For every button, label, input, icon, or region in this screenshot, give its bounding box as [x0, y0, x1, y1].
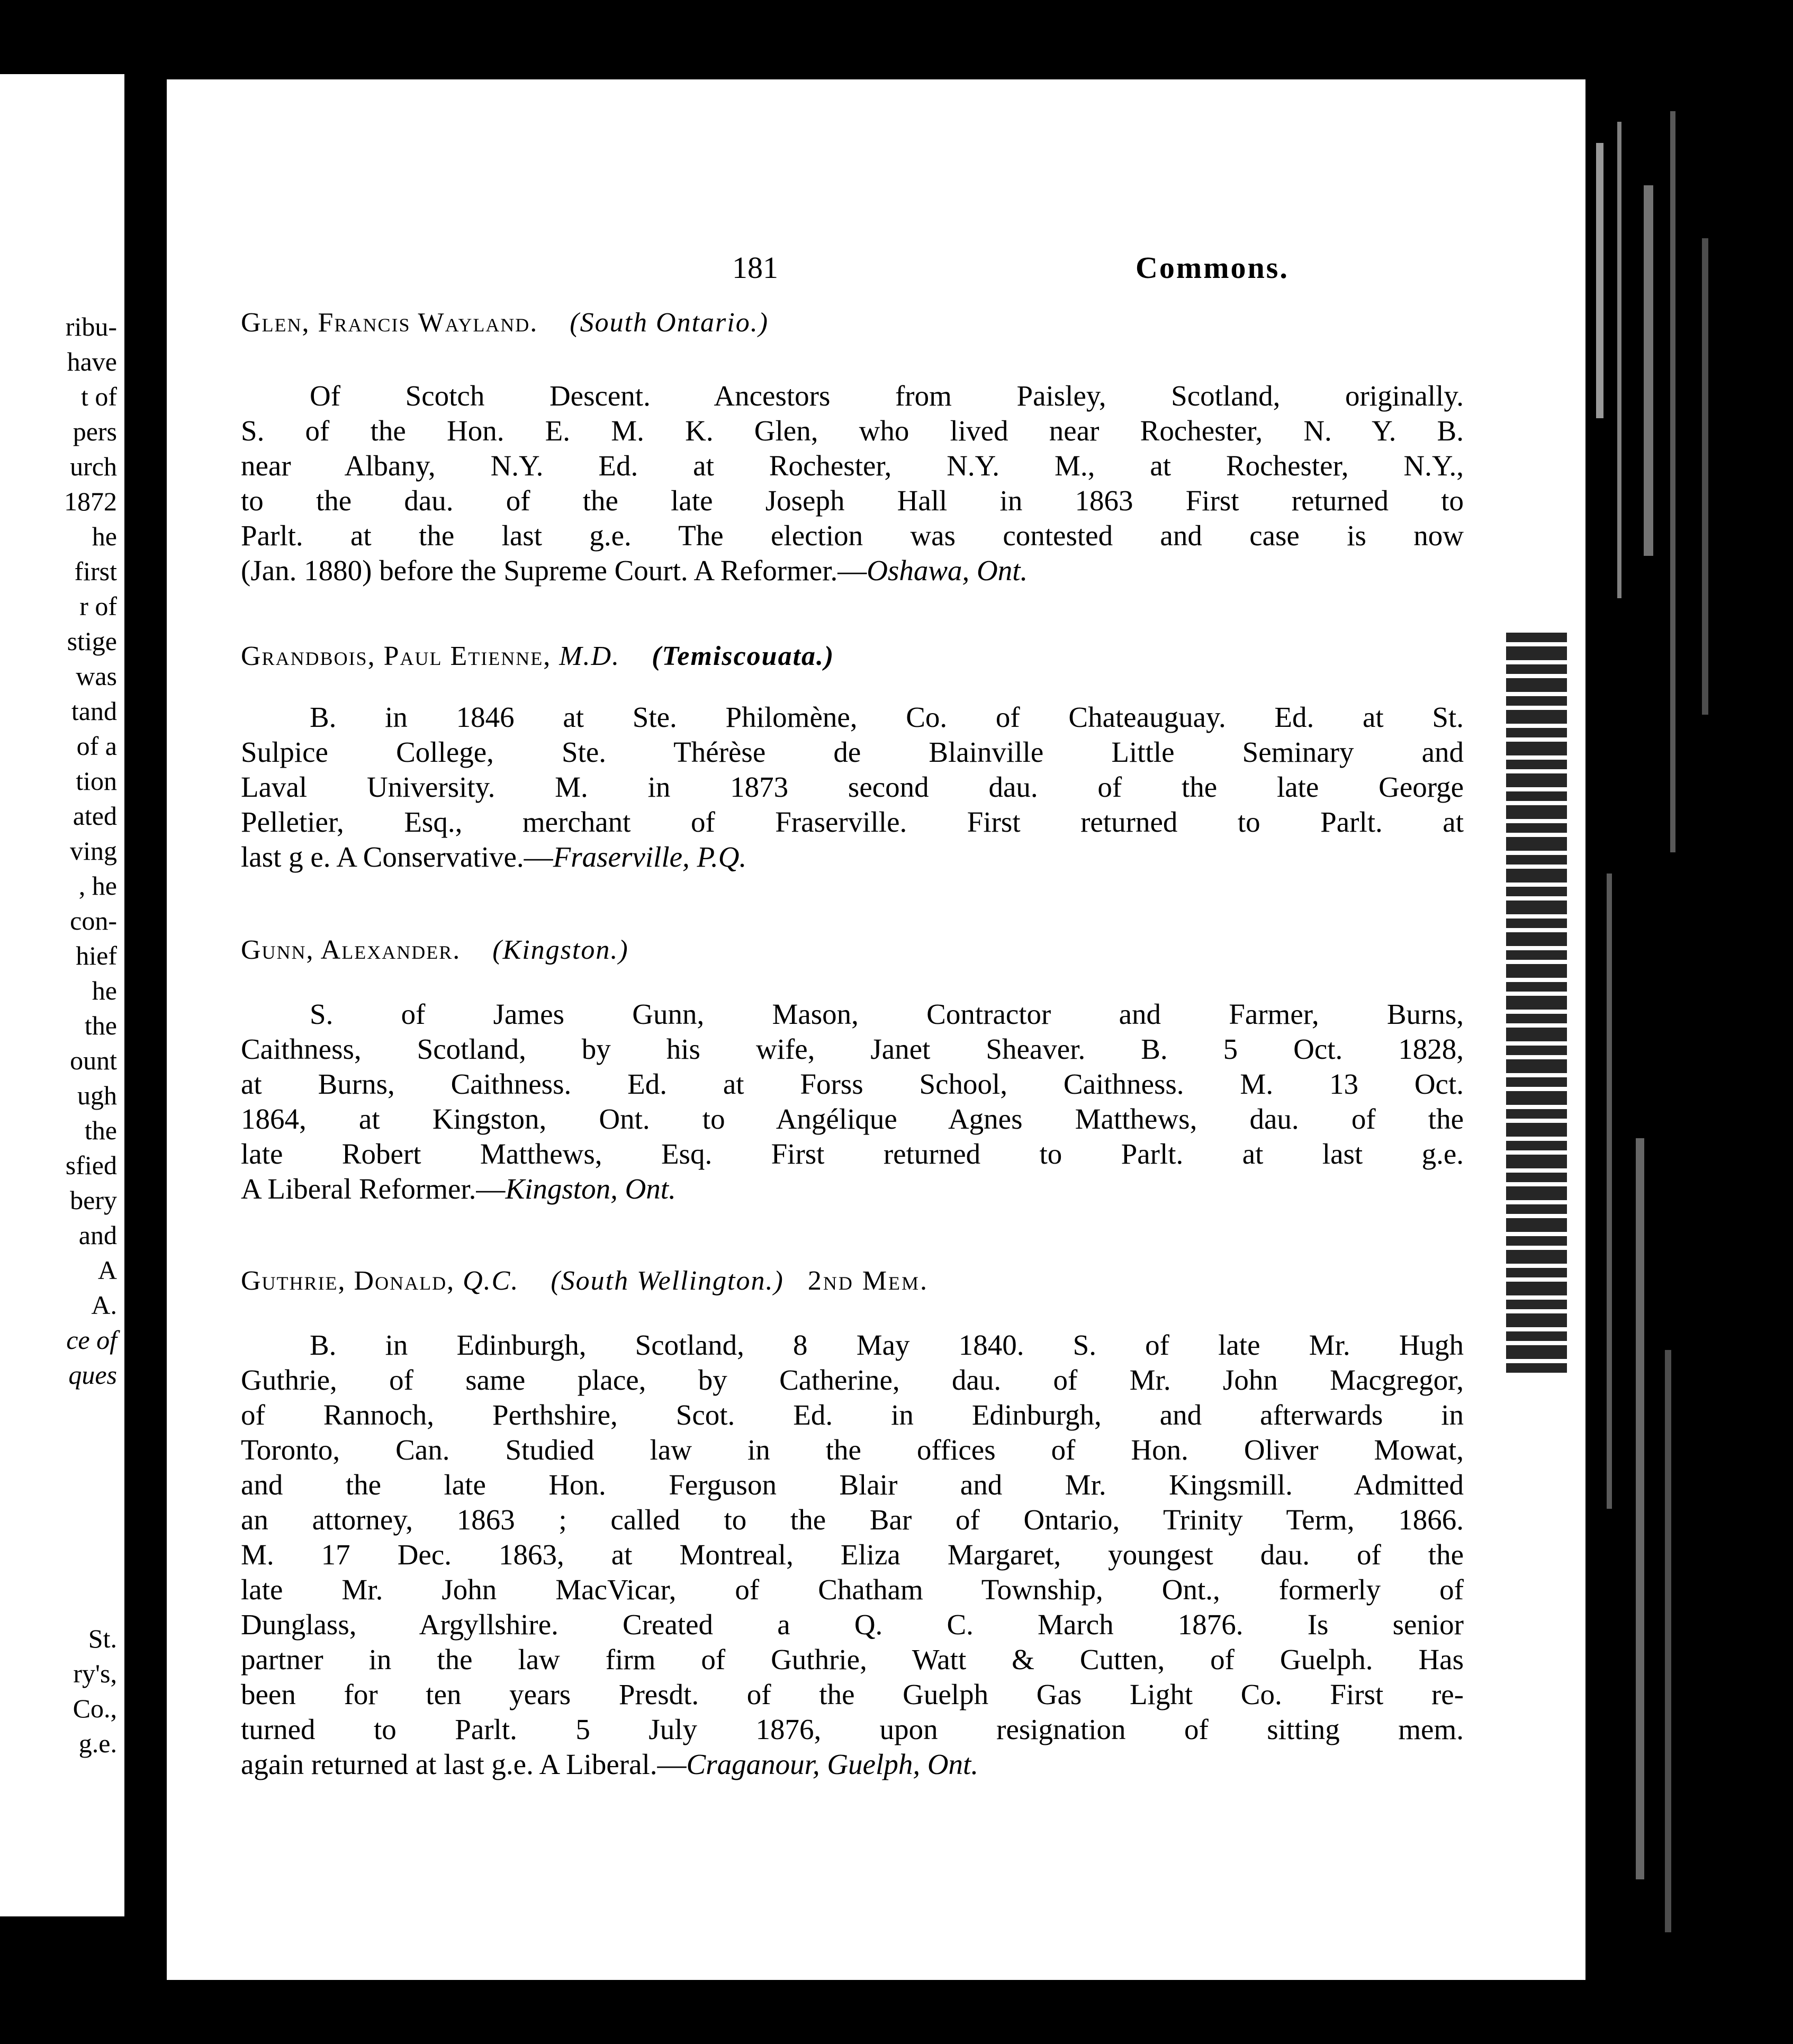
body-line: Parlt. at the last g.e. The election was contested and case is now: [241, 519, 1464, 552]
body-line: been for ten years Presdt. of the Guelph Gas Light Co. First re-: [241, 1678, 1464, 1710]
prev-page-fragment: g.e.: [78, 1728, 117, 1758]
page-number: 181: [732, 250, 778, 285]
book-spine-edge: [1585, 79, 1793, 2038]
constituency: (Kingston.): [492, 935, 629, 965]
prev-page-fragment: ribu-: [65, 312, 117, 341]
prev-page-fragment: ving: [70, 836, 117, 866]
body-line: last g e. A Conservative.—: [241, 841, 553, 873]
prev-page-fragment: r of: [79, 591, 117, 621]
body-line: and the late Hon. Ferguson Blair and Mr. Kingsmill. Admitted: [241, 1469, 1464, 1501]
prev-page-fragment: pers: [73, 417, 117, 446]
prev-page-fragment: ugh: [77, 1080, 117, 1110]
prev-page-fragment: tand: [71, 696, 117, 726]
prev-page-fragment: bery: [70, 1185, 117, 1215]
body-line: (Jan. 1880) before the Supreme Court. A Reformer.—: [241, 554, 867, 587]
body-line: of Rannoch, Perthshire, Scot. Ed. in Edinburgh, and afterwards in: [241, 1399, 1464, 1431]
prev-page-fragment: first: [74, 556, 117, 586]
body-line: 1864, at Kingston, Ont. to Angélique Agnes Matthews, dau. of the: [241, 1103, 1464, 1135]
constituency: (South Wellington.): [551, 1266, 784, 1296]
body-line: S. of the Hon. E. M. K. Glen, who lived near Rochester, N. Y. B.: [241, 415, 1464, 447]
spine-streak: [1607, 874, 1612, 1509]
spine-streak: [1670, 111, 1675, 852]
body-line: Toronto, Can. Studied law in the offices of Hon. Oliver Mowat,: [241, 1434, 1464, 1466]
entry-body: [241, 1328, 1464, 1782]
entry-heading: [241, 934, 629, 966]
body-line-final: [241, 1172, 1464, 1206]
entry-body: [241, 379, 1464, 588]
prev-page-fragment: ce of: [66, 1325, 117, 1355]
entry-body: [241, 700, 1464, 875]
body-line: B. in 1846 at Ste. Philomène, Co. of Chateauguay. Ed. at St.: [310, 701, 1464, 733]
prev-page-fragment: the: [84, 1115, 117, 1145]
book-page: [167, 79, 1585, 1980]
entry-heading: [241, 1265, 929, 1296]
spine-streak: [1636, 1138, 1644, 1879]
body-line: Caithness, Scotland, by his wife, Janet Sheaver. B. 5 Oct. 1828,: [241, 1033, 1464, 1065]
prev-page-fragment: St.: [88, 1624, 117, 1653]
body-line: again returned at last g.e. A Liberal.—: [241, 1748, 687, 1780]
prev-page-fragment: have: [67, 347, 117, 376]
body-line-final: [241, 840, 1464, 875]
residence: Kingston, Ont.: [505, 1173, 676, 1205]
spine-streak: [1644, 185, 1653, 556]
prev-page-fragment: hief: [76, 941, 117, 970]
body-line: M. 17 Dec. 1863, at Montreal, Eliza Margaret, youngest dau. of the: [241, 1538, 1464, 1571]
residence: Fraserville, P.Q.: [553, 841, 747, 873]
prev-page-fragment: and: [78, 1220, 117, 1250]
body-line-final: [241, 553, 1464, 588]
prev-page-fragment: stige: [67, 626, 117, 656]
body-line: Pelletier, Esq., merchant of Fraserville. First returned to Parlt. at: [241, 806, 1464, 838]
body-line: B. in Edinburgh, Scotland, 8 May 1840. S. of late Mr. Hugh: [310, 1329, 1464, 1361]
prev-page-fragment: t of: [80, 382, 117, 411]
spine-streak: [1665, 1350, 1671, 1932]
member-name: Grandbois, Paul Etienne,: [241, 641, 552, 671]
prev-page-fragment: ry's,: [73, 1659, 117, 1688]
spine-streak: [1617, 122, 1621, 598]
entry-heading: [241, 641, 834, 672]
prev-page-fragment: A: [97, 1255, 117, 1285]
prev-page-fragment: ques: [68, 1360, 117, 1390]
member-name: Gunn, Alexander.: [241, 935, 461, 965]
residence: Craganour, Guelph, Ont.: [686, 1748, 979, 1780]
body-line: at Burns, Caithness. Ed. at Forss School, Caithness. M. 13 Oct.: [241, 1068, 1464, 1100]
member-name: Guthrie, Donald,: [241, 1266, 455, 1296]
body-line: an attorney, 1863 ; called to the Bar of Ontario, Trinity Term, 1866.: [241, 1503, 1464, 1536]
body-line: Laval University. M. in 1873 second dau. of the late George: [241, 771, 1464, 803]
body-line: Sulpice College, Ste. Thérèse de Blainville Little Seminary and: [241, 736, 1464, 768]
body-line: late Robert Matthews, Esq. First returned to Parlt. at last g.e.: [241, 1138, 1464, 1170]
body-line: Guthrie, of same place, by Catherine, dau. of Mr. John Macgregor,: [241, 1364, 1464, 1396]
body-line: A Liberal Reformer.—: [241, 1173, 506, 1205]
residence: Oshawa, Ont.: [867, 554, 1028, 587]
spine-streak: [1596, 143, 1603, 418]
constituency: (South Ontario.): [570, 308, 769, 338]
prev-page-fragment: A.: [91, 1290, 117, 1320]
entry-body: [241, 997, 1464, 1206]
body-line: turned to Parlt. 5 July 1876, upon resignation of sitting mem.: [241, 1713, 1464, 1745]
spine-streak: [1702, 238, 1708, 715]
body-line: late Mr. John MacVicar, of Chatham Township, Ont., formerly of: [241, 1573, 1464, 1606]
prev-page-fragment: he: [92, 976, 117, 1005]
body-line-final: [241, 1747, 1464, 1782]
member-note: 2nd Mem.: [807, 1266, 929, 1296]
prev-page-fragment: of a: [76, 731, 117, 761]
constituency: (Temiscouata.): [652, 641, 835, 671]
prev-page-fragment: the: [84, 1011, 117, 1040]
prev-page-fragment: , he: [78, 871, 117, 901]
prev-page-fragment: 1872: [64, 487, 117, 516]
prev-page-fragment: he: [92, 521, 117, 551]
prev-page-fragment: con-: [70, 906, 117, 935]
body-line: near Albany, N.Y. Ed. at Rochester, N.Y. M., at Rochester, N.Y.,: [241, 449, 1464, 482]
prev-page-fragment: sfied: [65, 1150, 117, 1180]
body-line: S. of James Gunn, Mason, Contractor and Farmer, Burns,: [310, 998, 1464, 1030]
running-head: Commons.: [1136, 250, 1289, 285]
prev-page-fragment: urch: [70, 452, 117, 481]
previous-page-edge: [0, 74, 124, 1916]
prev-page-fragment: ated: [73, 801, 117, 831]
body-line: partner in the law firm of Guthrie, Watt & Cutten, of Guelph. Has: [241, 1643, 1464, 1676]
honorific: Q.C.: [463, 1266, 519, 1296]
prev-page-fragment: Co.,: [73, 1694, 117, 1723]
prev-page-fragment: ount: [70, 1046, 117, 1075]
body-line: Of Scotch Descent. Ancestors from Paisley, Scotland, originally.: [310, 380, 1464, 412]
prev-page-fragment: was: [76, 661, 117, 691]
honorific: M.D.: [559, 641, 620, 671]
member-name: Glen, Francis Wayland.: [241, 308, 538, 338]
library-stamp: [1506, 633, 1567, 1374]
prev-page-fragment: tion: [76, 766, 117, 796]
entry-heading: [241, 307, 769, 338]
body-line: Dunglass, Argyllshire. Created a Q. C. March 1876. Is senior: [241, 1608, 1464, 1641]
body-line: to the dau. of the late Joseph Hall in 1863 First returned to: [241, 484, 1464, 517]
